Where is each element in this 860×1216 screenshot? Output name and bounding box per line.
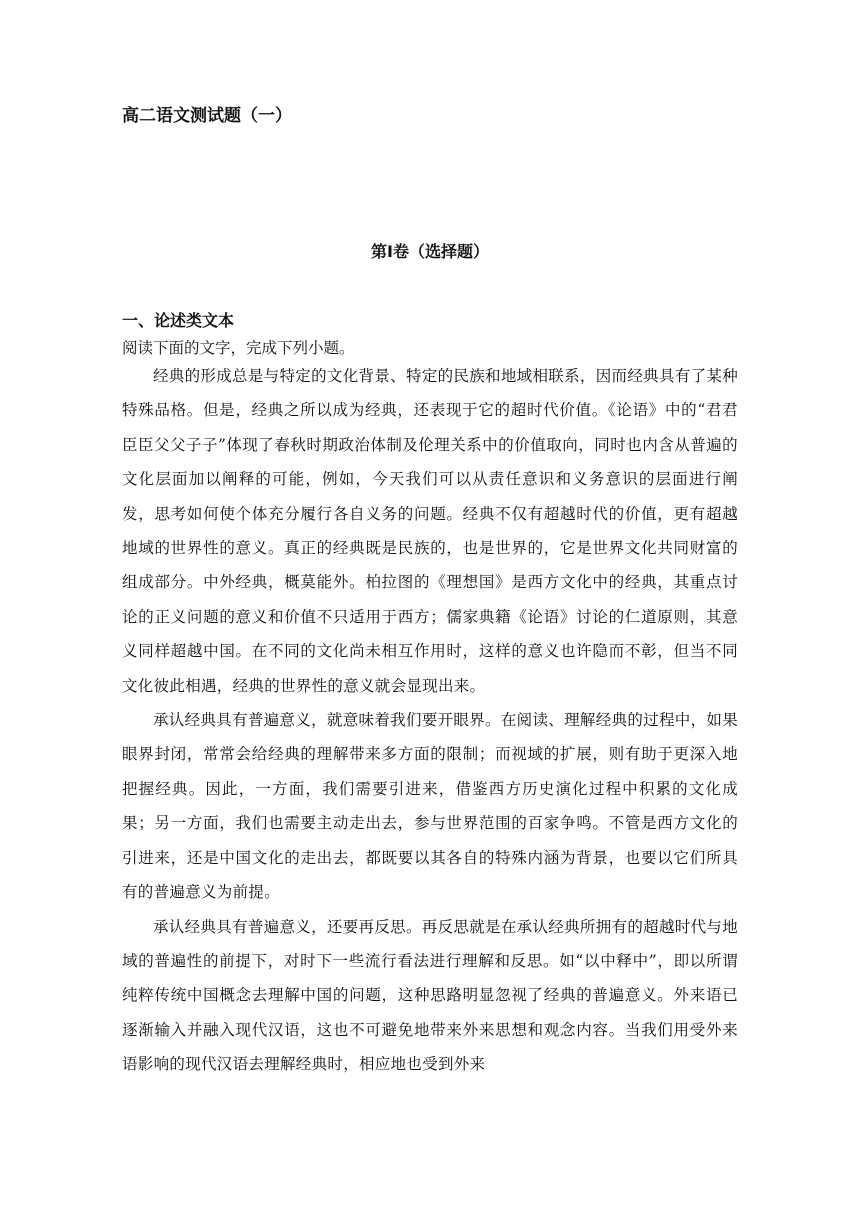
passage-paragraph-2: 承认经典具有普遍意义，就意味着我们要开眼界。在阅读、理解经典的过程中，如果眼界封闭，常常会给经典的理解带来多方面的限制；而视域的扩展，则有助于更深入地把握经典。因此，一方面，我们需要引进来，借鉴西方历史演化过程中积累的文化成果；另一方面，我们也需要主动走出去，参与世界范围的百家争鸣。不管是西方文化的引进来，还是中国文化的走出去，都既要以其各自的特殊内涵为背景，也要以它们所具有的普遍意义为前提。 bbox=[122, 711, 738, 902]
reading-instruction: 阅读下面的文字，完成下列小题。 bbox=[122, 339, 355, 357]
passage-paragraph-3: 承认经典具有普遍意义，还要再反思。再反思就是在承认经典所拥有的超越时代与地域的普遍性的前提下，对时下一些流行看法进行理解和反思。如“以中释中”，即以所谓纯粹传统中国概念去理解中国的问题，这种思路明显忽视了经典的普遍意义。外来语已逐渐输入并融入现代汉语，这也不可避免地带来外来思想和观念内容。当我们用受外来语影响的现代汉语去理解经典时，相应地也受到外来 bbox=[122, 917, 738, 1074]
passage-body bbox=[122, 359, 738, 1082]
passage-paragraph-1: 经典的形成总是与特定的文化背景、特定的民族和地域相联系，因而经典具有了某种特殊品格。但是，经典之所以成为经典，还表现于它的超时代价值。《论语》中的“君君臣臣父父子子”体现了春秋时期政治体制及伦理关系中的价值取向，同时也内含从普遍的文化层面加以阐释的可能，例如，今天我们可以从责任意识和义务意识的层面进行阐发，思考如何使个体充分履行各自义务的问题。经典不仅有超越时代的价值，更有超越地域的世界性的意义。真正的经典既是民族的，也是世界的，它是世界文化共同财富的组成部分。中外经典，概莫能外。柏拉图的《理想国》是西方文化中的经典，其重点讨论的正义问题的意义和价值不只适用于西方；儒家典籍《论语》讨论的仁道原则，其意义同样超越中国。在不同的文化尚未相互作用时，这样的意义也许隐而不彰，但当不同文化彼此相遇，经典的世界性的意义就会显现出来。 bbox=[122, 367, 738, 695]
section-heading: 一、论述类文本 bbox=[122, 311, 235, 330]
document-title: 高二语文测试题（一） bbox=[122, 106, 292, 126]
part-title: 第Ⅰ卷（选择题） bbox=[371, 242, 489, 261]
